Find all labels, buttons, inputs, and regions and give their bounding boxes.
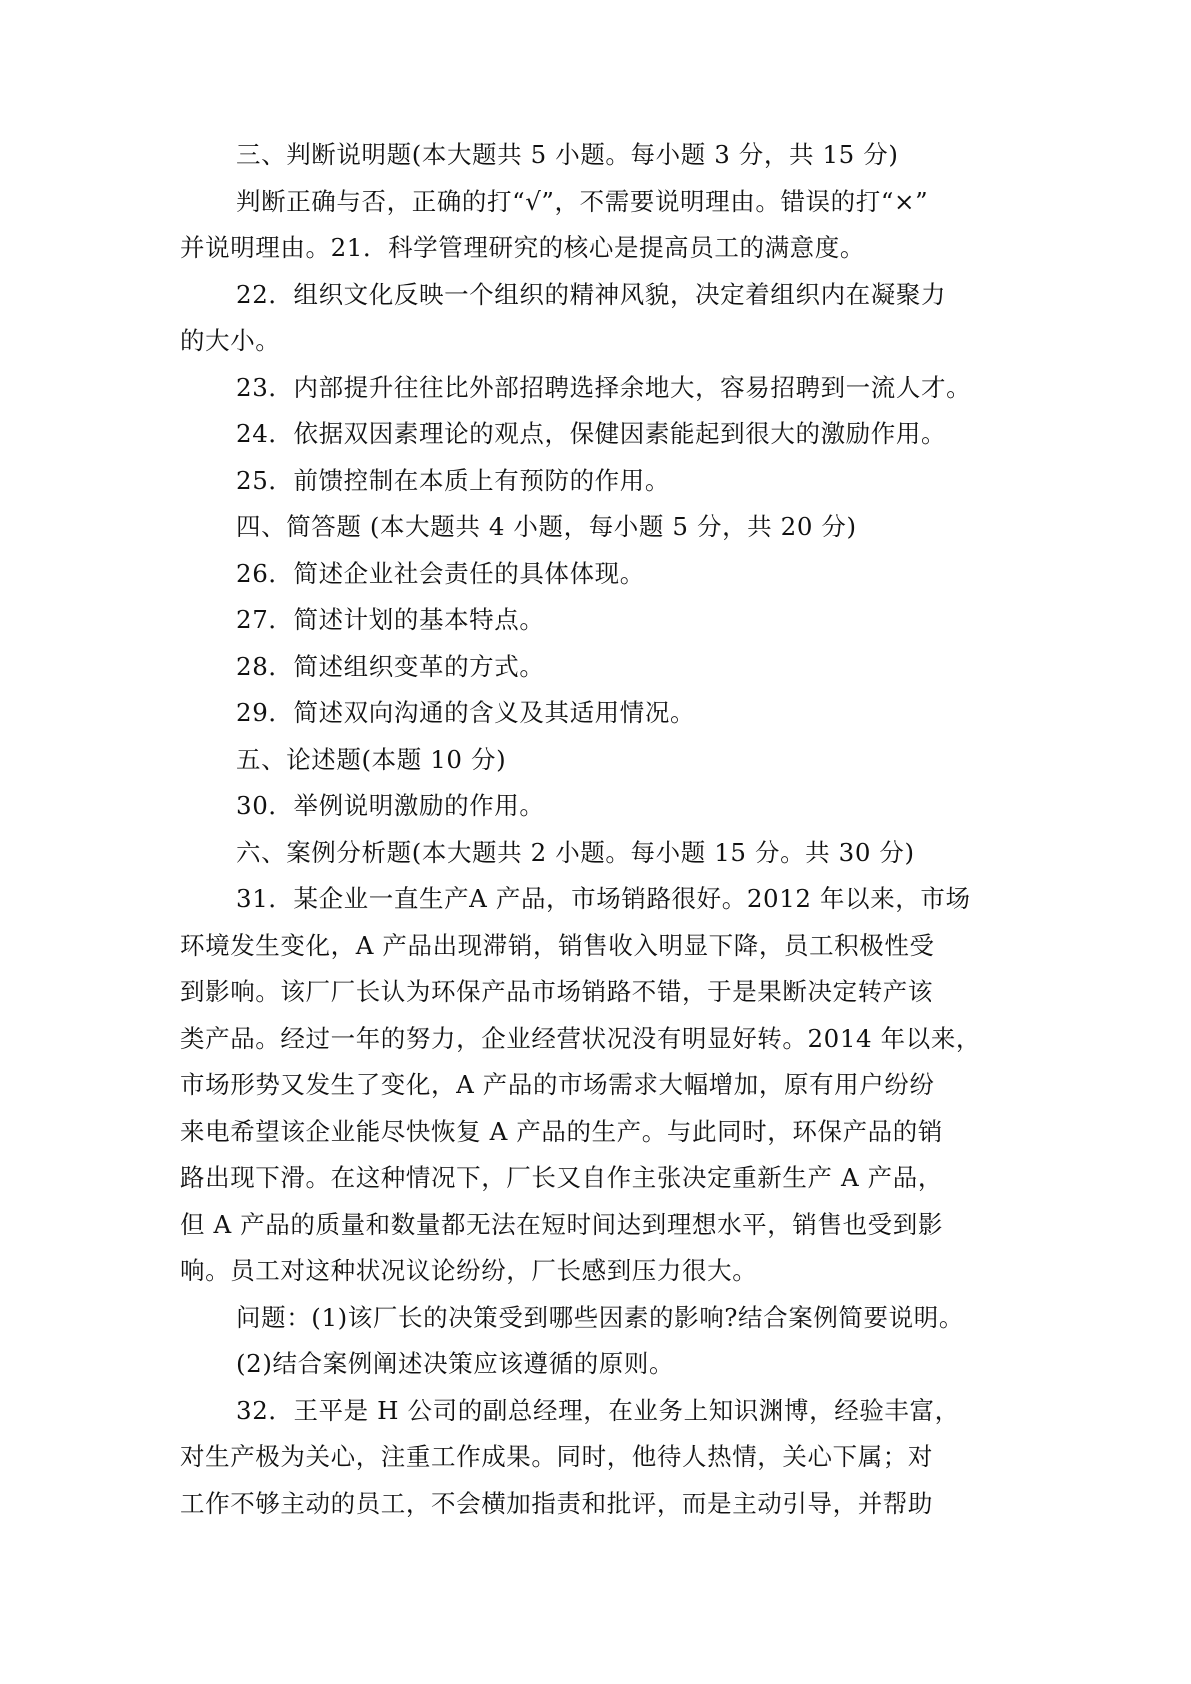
text-line: 22．组织文化反映一个组织的精神风貌，决定着组织内在凝聚力 bbox=[236, 279, 947, 309]
text-line: 市场形势又发生了变化，A 产品的市场需求大幅增加，原有用户纷纷 bbox=[180, 1070, 935, 1099]
text-line: 23．内部提升往往比外部招聘选择余地大，容易招聘到一流人才。 bbox=[236, 372, 972, 402]
document-body bbox=[180, 132, 1040, 1527]
text-line: 到影响。该厂厂长认为环保产品市场销路不错，于是果断决定转产该 bbox=[180, 977, 933, 1006]
text-line: 对生产极为关心，注重工作成果。同时，他待人热情，关心下属；对 bbox=[180, 1442, 933, 1471]
text-line: 类产品。经过一年的努力，企业经营状况没有明显好转。2014 年以来， bbox=[180, 1023, 982, 1053]
text-line: 25．前馈控制在本质上有预防的作用。 bbox=[236, 465, 670, 495]
text-line: 的大小。 bbox=[180, 326, 281, 355]
text-line: 27．简述计划的基本特点。 bbox=[236, 605, 545, 634]
text-line: 但 A 产品的质量和数量都无法在短时间达到理想水平，销售也受到影 bbox=[180, 1209, 943, 1239]
text-line: 路出现下滑。在这种情况下，厂长又自作主张决定重新生产 A 产品， bbox=[180, 1163, 943, 1192]
text-line: 30．举例说明激励的作用。 bbox=[236, 791, 545, 820]
text-line: 六、案例分析题(本大题共 2 小题。每小题 15 分。共 30 分) bbox=[236, 837, 915, 867]
text-line: 三、判断说明题(本大题共 5 小题。每小题 3 分，共 15 分) bbox=[236, 140, 899, 169]
text-line: 24．依据双因素理论的观点，保健因素能起到很大的激励作用。 bbox=[236, 419, 947, 448]
text-line: 32．王平是 H 公司的副总经理，在业务上知识渊博，经验丰富， bbox=[236, 1395, 960, 1425]
text-line: 判断正确与否，正确的打“√”，不需要说明理由。错误的打“×” bbox=[236, 186, 929, 216]
text-line: 环境发生变化，A 产品出现滞销，销售收入明显下降，员工积极性受 bbox=[180, 930, 935, 960]
text-line: (2)结合案例阐述决策应该遵循的原则。 bbox=[236, 1349, 675, 1378]
text-line: 来电希望该企业能尽快恢复 A 产品的生产。与此同时，环保产品的销 bbox=[180, 1116, 943, 1146]
text-line: 26．简述企业社会责任的具体体现。 bbox=[236, 558, 645, 588]
text-line: 四、简答题 (本大题共 4 小题，每小题 5 分，共 20 分) bbox=[236, 512, 857, 541]
text-line: 工作不够主动的员工，不会横加指责和批评，而是主动引导，并帮助 bbox=[180, 1488, 933, 1518]
text-line: 响。员工对这种状况议论纷纷，厂长感到压力很大。 bbox=[180, 1256, 758, 1285]
text-line: 31．某企业一直生产A 产品，市场销路很好。2012 年以来，市场 bbox=[236, 884, 971, 913]
text-line: 问题：(1)该厂长的决策受到哪些因素的影响?结合案例简要说明。 bbox=[236, 1302, 964, 1332]
text-line: 29．简述双向沟通的含义及其适用情况。 bbox=[236, 698, 696, 727]
text-line: 28．简述组织变革的方式。 bbox=[236, 651, 545, 681]
text-line: 五、论述题(本题 10 分) bbox=[236, 744, 507, 774]
text-line: 并说明理由。21．科学管理研究的核心是提高员工的满意度。 bbox=[180, 233, 865, 262]
